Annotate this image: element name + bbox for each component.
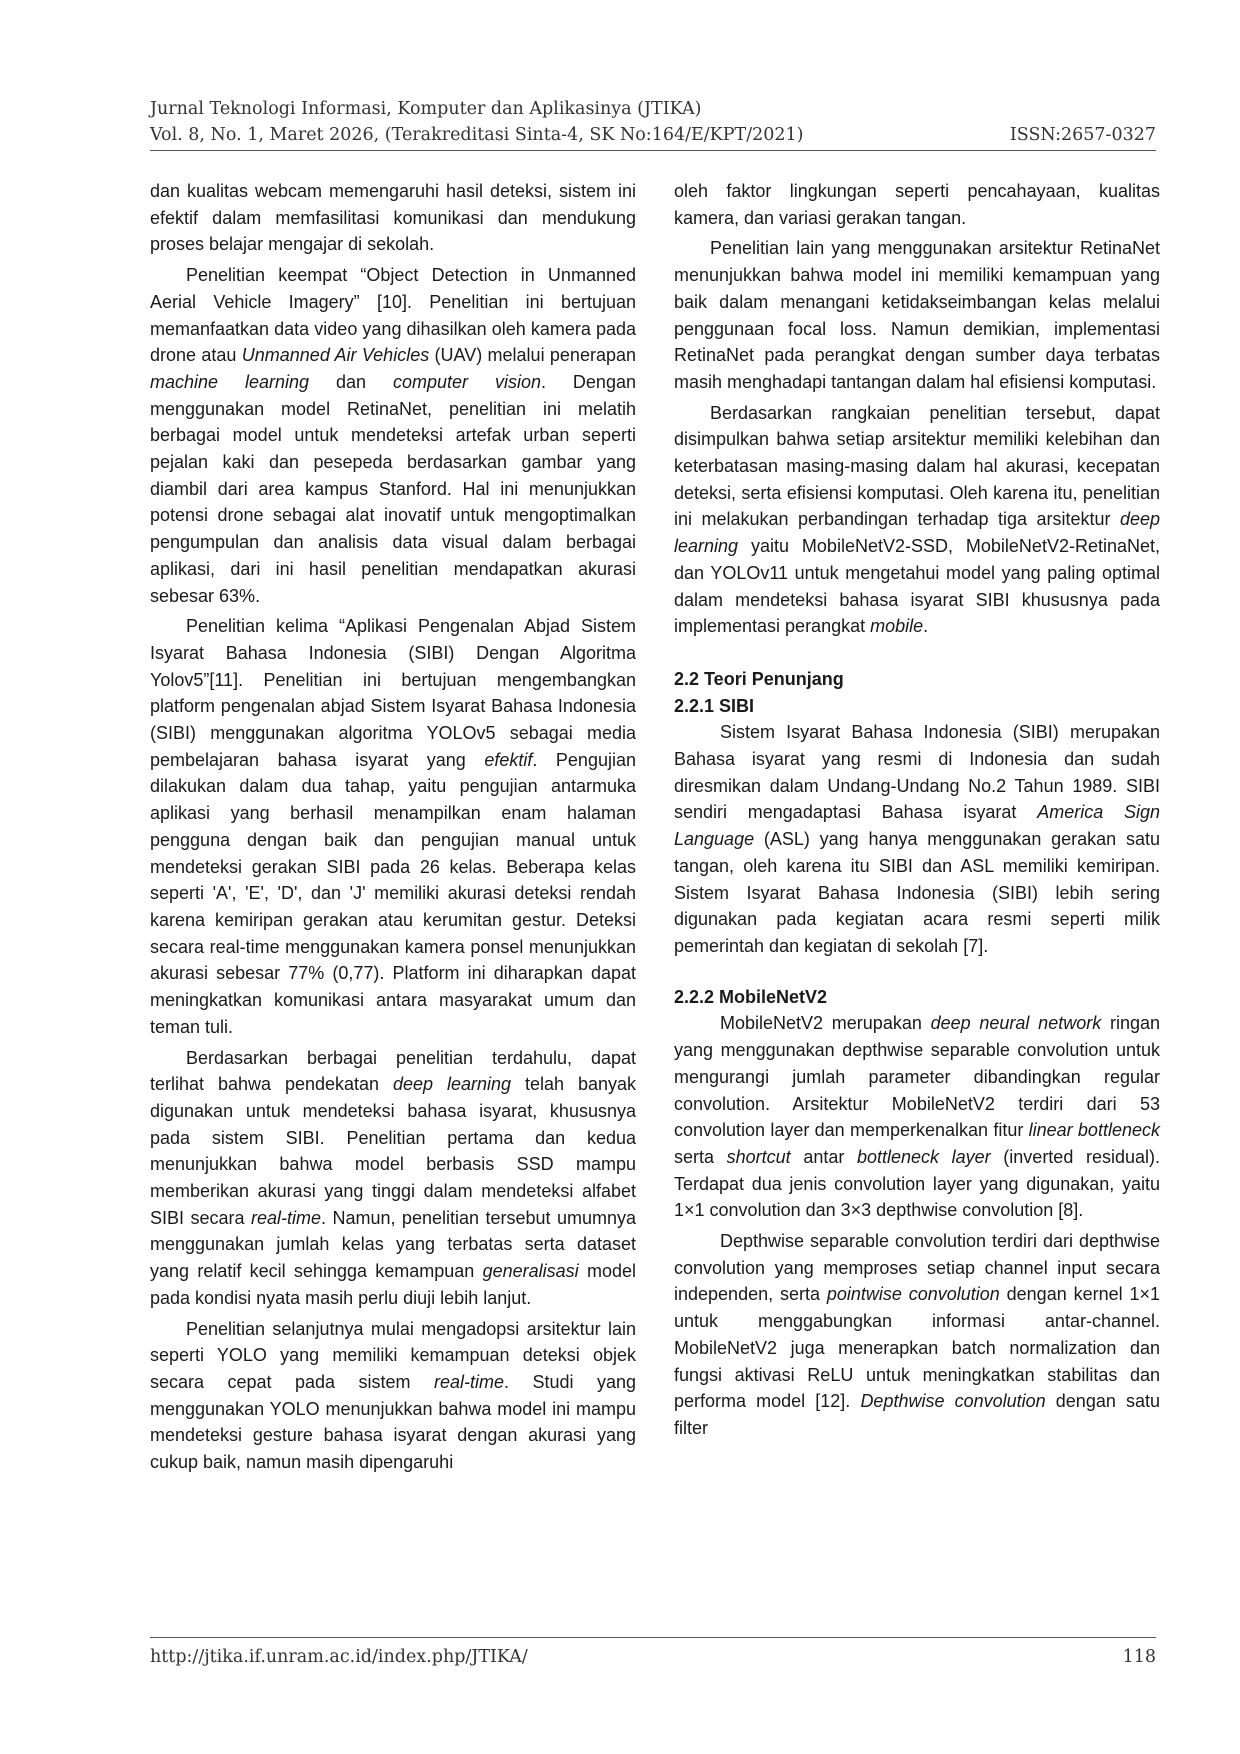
volume-info: Vol. 8, No. 1, Maret 2026, (Terakreditasi Sinta-4, SK No:164/E/KPT/2021) (150, 125, 804, 145)
page-footer (150, 1637, 1156, 1667)
page-number: 118 (1122, 1647, 1156, 1667)
section-heading: 2.2 Teori Penunjang (674, 668, 844, 689)
paragraph: Sistem Isyarat Bahasa Indonesia (SIBI) merupakan Bahasa isyarat yang resmi di Indonesia dan sudah diresmikan dalam Undang-Undang No.2 Tahun 1989. SIBI sendiri mengadaptasi Bahasa isyarat America Sign Language (ASL) yang hanya menggunakan gerakan satu tangan, oleh karena itu SIBI dan ASL memiliki kemiripan. Sistem Isyarat Bahasa Indonesia (SIBI) lebih sering digunakan pada kegiatan acara resmi seperti milik pemerintah dan kegiatan di sekolah [7]. (674, 722, 1160, 956)
left-column (150, 178, 636, 1480)
header-rule (150, 150, 1156, 151)
paragraph: oleh faktor lingkungan seperti pencahayaan, kualitas kamera, dan variasi gerakan tangan. (674, 181, 1160, 228)
paragraph: Depthwise separable convolution terdiri dari depthwise convolution yang memproses setiap channel input secara independen, serta pointwise convolution dengan kernel 1×1 untuk menggabungkan informasi antar-channel. MobileNetV2 juga menerapkan batch normalization dan fungsi aktivasi ReLU untuk meningkatkan stabilitas dan performa model [12]. Depthwise convolution dengan satu filter (674, 1231, 1160, 1438)
paragraph: Berdasarkan rangkaian penelitian tersebut, dapat disimpulkan bahwa setiap arsitektur memiliki kelebihan dan keterbatasan masing-masing dalam hal akurasi, kecepatan deteksi, serta efisiensi komputasi. Oleh karena itu, penelitian ini melakukan perbandingan terhadap tiga arsitektur deep learning yaitu MobileNetV2-SSD, MobileNetV2-RetinaNet, dan YOLOv11 untuk mengetahui model yang paling optimal dalam mendeteksi bahasa isyarat SIBI khususnya pada implementasi perangkat mobile. (674, 402, 1160, 637)
volume-line (150, 122, 1156, 148)
paragraph: MobileNetV2 merupakan deep neural network ringan yang menggunakan depthwise separable convolution untuk mengurangi jumlah parameter dibandingkan regular convolution. Arsitektur MobileNetV2 terdiri dari 53 convolution layer dan memperkenalkan fitur linear bottleneck serta shortcut antar bottleneck layer (inverted residual). Terdapat dua jenis convolution layer yang digunakan, yaitu 1×1 convolution dan 3×3 depthwise convolution [8]. (674, 1013, 1161, 1221)
journal-url[interactable]: http://jtika.if.unram.ac.id/index.php/JTIKA/ (150, 1647, 528, 1667)
paragraph: dan kualitas webcam memengaruhi hasil deteksi, sistem ini efektif dalam memfasilitasi komunikasi dan mendukung proses belajar mengajar di sekolah. (150, 181, 636, 255)
paragraph: Berdasarkan berbagai penelitian terdahulu, dapat terlihat bahwa pendekatan deep learning telah banyak digunakan untuk mendeteksi bahasa isyarat, khususnya pada sistem SIBI. Penelitian pertama dan kedua menunjukkan bahwa model berbasis SSD mampu memberikan akurasi yang tinggi dalam mendeteksi alfabet SIBI secara real-time. Namun, penelitian tersebut umumnya menggunakan jumlah kelas yang terbatas serta dataset yang relatif kecil sehingga kemampuan generalisasi model pada kondisi nyata masih perlu diuji lebih lanjut. (150, 1047, 637, 1308)
subsection-heading: 2.2.2 MobileNetV2 (674, 986, 828, 1007)
right-column (674, 178, 1160, 1446)
journal-title: Jurnal Teknologi Informasi, Komputer dan Aplikasinya (JTIKA) (150, 99, 702, 119)
issn: ISSN:2657-0327 (1009, 125, 1156, 145)
paragraph: Penelitian kelima “Aplikasi Pengenalan Abjad Sistem Isyarat Bahasa Indonesia (SIBI) Dengan Algoritma Yolov5”[11]. Penelitian ini bertujuan mengembangkan platform pengenalan abjad Sistem Isyarat Bahasa Indonesia (SIBI) menggunakan algoritma YOLOv5 sebagai media pembelajaran bahasa isyarat yang efektif. Pengujian dilakukan dalam dua tahap, yaitu pengujian antarmuka aplikasi yang berhasil menampilkan enam halaman pengguna dengan baik dan pengujian manual untuk mendeteksi gerakan SIBI pada 26 kelas. Beberapa kelas seperti 'A', 'E', 'D', dan 'J' memiliki akurasi deteksi rendah karena kemiripan gerakan atau kerumitan gestur. Deteksi secara real-time menggunakan kamera ponsel menunjukkan akurasi sebesar 77% (0,77). Platform ini diharapkan dapat meningkatkan komunikasi antara masyarakat umum dan teman tuli. (150, 616, 636, 1037)
paragraph: Penelitian selanjutnya mulai mengadopsi arsitektur lain seperti YOLO yang memiliki kemampuan deteksi objek secara cepat pada sistem real-time. Studi yang menggunakan YOLO menunjukkan bahwa model ini mampu mendeteksi gesture bahasa isyarat dengan akurasi yang cukup baik, namun masih dipengaruhi (150, 1318, 636, 1473)
paragraph: Penelitian lain yang menggunakan arsitektur RetinaNet menunjukkan bahwa model ini memiliki kemampuan yang baik dalam menangani ketidakseimbangan kelas melalui penggunaan focal loss. Namun demikian, implementasi RetinaNet pada perangkat dengan sumber daya terbatas masih menghadapi tantangan dalam hal efisiensi komputasi. (674, 238, 1160, 392)
subsection-heading: 2.2.1 SIBI (674, 695, 755, 716)
paragraph: Penelitian keempat “Object Detection in Unmanned Aerial Vehicle Imagery” [10]. Penelitian ini bertujuan memanfaatkan data video yang dihasilkan oleh kamera pada drone atau Unmanned Air Vehicles (UAV) melalui penerapan machine learning dan computer vision. Dengan menggunakan model RetinaNet, penelitian ini melatih berbagai model untuk mendeteksi artefak urban seperti pejalan kaki dan pesepeda berdasarkan gambar yang diambil dari area kampus Stanford. Hal ini menunjukkan potensi drone sebagai alat inovatif untuk mengoptimalkan pengumpulan dan analisis data visual dalam berbagai aplikasi, dari ini hasil penelitian mendapatkan akurasi sebesar 63%. (150, 265, 636, 606)
page-header (150, 96, 1156, 151)
